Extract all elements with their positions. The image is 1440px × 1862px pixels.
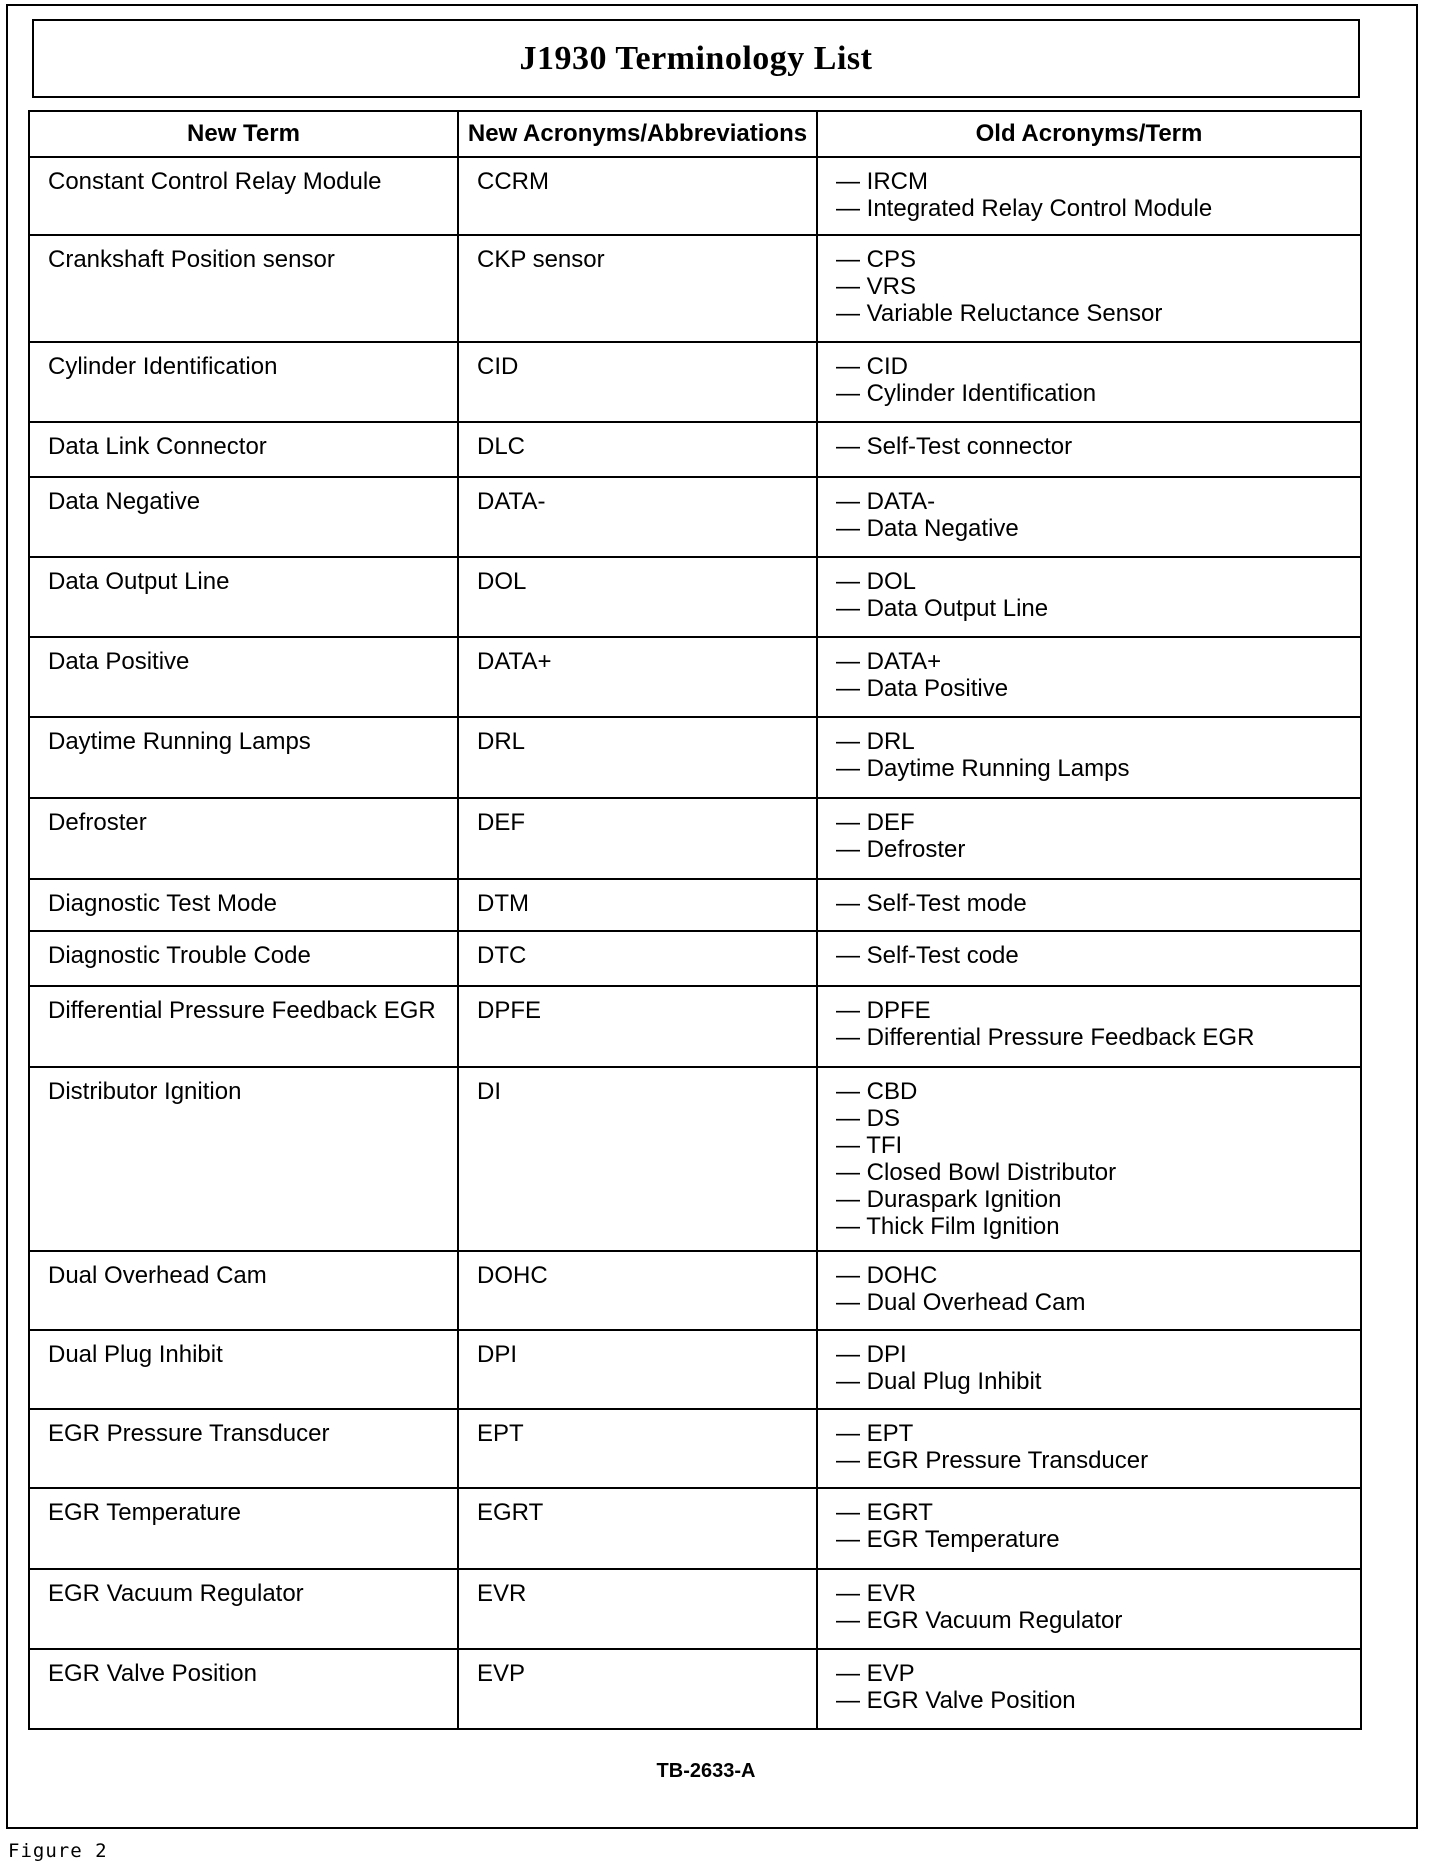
old-term-line: — Thick Film Ignition [836, 1213, 1060, 1240]
old-acronym-cell [817, 1649, 1361, 1729]
new-term-cell: Diagnostic Test Mode [29, 879, 458, 931]
new-term-cell: Data Positive [29, 637, 458, 717]
new-acronym-cell: DEF [458, 798, 817, 879]
old-term-line: — DOL [836, 568, 917, 595]
new-term-cell: Data Output Line [29, 557, 458, 637]
new-acronym-cell: EVP [458, 1649, 817, 1729]
old-term-line: — DOHC [836, 1262, 938, 1289]
terminology-table [28, 110, 1362, 1730]
new-acronym-cell: CKP sensor [458, 235, 817, 342]
old-term-line: — Data Positive [836, 675, 1009, 702]
table-row [29, 157, 1361, 235]
new-term-cell: EGR Valve Position [29, 1649, 458, 1729]
new-acronym-cell: DLC [458, 422, 817, 477]
new-term-cell: EGR Temperature [29, 1488, 458, 1569]
old-term-line: — DATA- [836, 488, 936, 515]
table-row [29, 986, 1361, 1067]
old-term-line: — DATA+ [836, 648, 942, 675]
old-term-line: — Dual Overhead Cam [836, 1289, 1086, 1316]
new-acronym-cell: EVR [458, 1569, 817, 1649]
new-term-cell: EGR Pressure Transducer [29, 1409, 458, 1488]
old-acronym-cell [817, 1251, 1361, 1330]
old-term-line: — EGR Temperature [836, 1526, 1060, 1553]
old-term-line: — DS [836, 1105, 901, 1132]
old-term-line: — IRCM [836, 168, 928, 195]
header-new-term: New Term [29, 111, 458, 157]
old-acronym-cell [817, 931, 1361, 986]
new-acronym-cell: DRL [458, 717, 817, 798]
new-term-cell: Dual Plug Inhibit [29, 1330, 458, 1409]
old-acronym-cell [817, 798, 1361, 879]
table-row [29, 1409, 1361, 1488]
old-term-line: — EGR Valve Position [836, 1687, 1076, 1714]
table-row [29, 931, 1361, 986]
old-term-line: — Dual Plug Inhibit [836, 1368, 1042, 1395]
figure-code: TB-2633-A [656, 1760, 756, 1782]
new-term-cell: Distributor Ignition [29, 1067, 458, 1251]
new-acronym-cell: CCRM [458, 157, 817, 235]
old-acronym-cell [817, 879, 1361, 931]
old-term-line: — Self-Test connector [836, 433, 1073, 460]
title-box [32, 19, 1360, 98]
new-acronym-cell: DTM [458, 879, 817, 931]
table-row [29, 1488, 1361, 1569]
table-row [29, 1330, 1361, 1409]
table-row [29, 1251, 1361, 1330]
old-acronym-cell [817, 1067, 1361, 1251]
table-row [29, 879, 1361, 931]
old-term-line: — EGRT [836, 1499, 933, 1526]
old-term-line: — VRS [836, 273, 917, 300]
page-title: J1930 Terminology List [519, 39, 873, 77]
old-acronym-cell [817, 477, 1361, 557]
old-term-line: — Variable Reluctance Sensor [836, 300, 1163, 327]
table-row [29, 342, 1361, 422]
table-row [29, 235, 1361, 342]
table-row [29, 1569, 1361, 1649]
old-acronym-cell [817, 422, 1361, 477]
header-new-acronyms: New Acronyms/Abbreviations [458, 111, 817, 157]
old-acronym-cell [817, 342, 1361, 422]
old-term-line: — EGR Vacuum Regulator [836, 1607, 1123, 1634]
figure-label: Figure 2 [8, 1840, 108, 1862]
old-term-line: — CID [836, 353, 908, 380]
old-term-line: — CPS [836, 246, 917, 273]
table-row [29, 422, 1361, 477]
old-acronym-cell [817, 1330, 1361, 1409]
old-acronym-cell [817, 637, 1361, 717]
old-term-line: — CBD [836, 1078, 918, 1105]
old-term-line: — Differential Pressure Feedback EGR [836, 1024, 1255, 1051]
old-term-line: — DEF [836, 809, 915, 836]
old-term-line: — Cylinder Identification [836, 380, 1097, 407]
old-term-line: — DRL [836, 728, 915, 755]
new-acronym-cell: CID [458, 342, 817, 422]
old-term-line: — DPFE [836, 997, 931, 1024]
new-term-cell: Data Negative [29, 477, 458, 557]
old-acronym-cell [817, 1569, 1361, 1649]
old-term-line: — Integrated Relay Control Module [836, 195, 1213, 222]
old-term-line: — EVP [836, 1660, 915, 1687]
old-acronym-cell [817, 557, 1361, 637]
header-old-acronyms: Old Acronyms/Term [817, 111, 1361, 157]
new-term-cell: EGR Vacuum Regulator [29, 1569, 458, 1649]
old-term-line: — EVR [836, 1580, 917, 1607]
new-term-cell: Data Link Connector [29, 422, 458, 477]
new-term-cell: Cylinder Identification [29, 342, 458, 422]
new-term-cell: Diagnostic Trouble Code [29, 931, 458, 986]
new-acronym-cell: DATA+ [458, 637, 817, 717]
table-row [29, 557, 1361, 637]
new-term-cell: Constant Control Relay Module [29, 157, 458, 235]
table-row [29, 1649, 1361, 1729]
old-term-line: — Closed Bowl Distributor [836, 1159, 1117, 1186]
new-acronym-cell: EGRT [458, 1488, 817, 1569]
new-acronym-cell: DOHC [458, 1251, 817, 1330]
new-term-cell: Daytime Running Lamps [29, 717, 458, 798]
new-term-cell: Crankshaft Position sensor [29, 235, 458, 342]
old-acronym-cell [817, 1488, 1361, 1569]
table-row [29, 1067, 1361, 1251]
new-acronym-cell: DTC [458, 931, 817, 986]
old-acronym-cell [817, 157, 1361, 235]
old-acronym-cell [817, 1409, 1361, 1488]
new-acronym-cell: EPT [458, 1409, 817, 1488]
old-term-line: — Defroster [836, 836, 966, 863]
table-row [29, 717, 1361, 798]
new-term-cell: Differential Pressure Feedback EGR [29, 986, 458, 1067]
table-row [29, 798, 1361, 879]
old-term-line: — Data Negative [836, 515, 1019, 542]
old-term-line: — Duraspark Ignition [836, 1186, 1062, 1213]
old-acronym-cell [817, 986, 1361, 1067]
new-acronym-cell: DI [458, 1067, 817, 1251]
old-term-line: — Self-Test mode [836, 890, 1027, 917]
old-term-line: — DPI [836, 1341, 907, 1368]
new-term-cell: Dual Overhead Cam [29, 1251, 458, 1330]
new-acronym-cell: DPI [458, 1330, 817, 1409]
table-row [29, 637, 1361, 717]
new-term-cell: Defroster [29, 798, 458, 879]
table-header-row [29, 111, 1361, 157]
table-row [29, 477, 1361, 557]
old-term-line: — EGR Pressure Transducer [836, 1447, 1149, 1474]
old-term-line: — Data Output Line [836, 595, 1049, 622]
new-acronym-cell: DPFE [458, 986, 817, 1067]
new-acronym-cell: DOL [458, 557, 817, 637]
old-acronym-cell [817, 717, 1361, 798]
old-acronym-cell [817, 235, 1361, 342]
old-term-line: — Daytime Running Lamps [836, 755, 1130, 782]
old-term-line: — EPT [836, 1420, 914, 1447]
old-term-line: — Self-Test code [836, 942, 1019, 969]
new-acronym-cell: DATA- [458, 477, 817, 557]
old-term-line: — TFI [836, 1132, 903, 1159]
